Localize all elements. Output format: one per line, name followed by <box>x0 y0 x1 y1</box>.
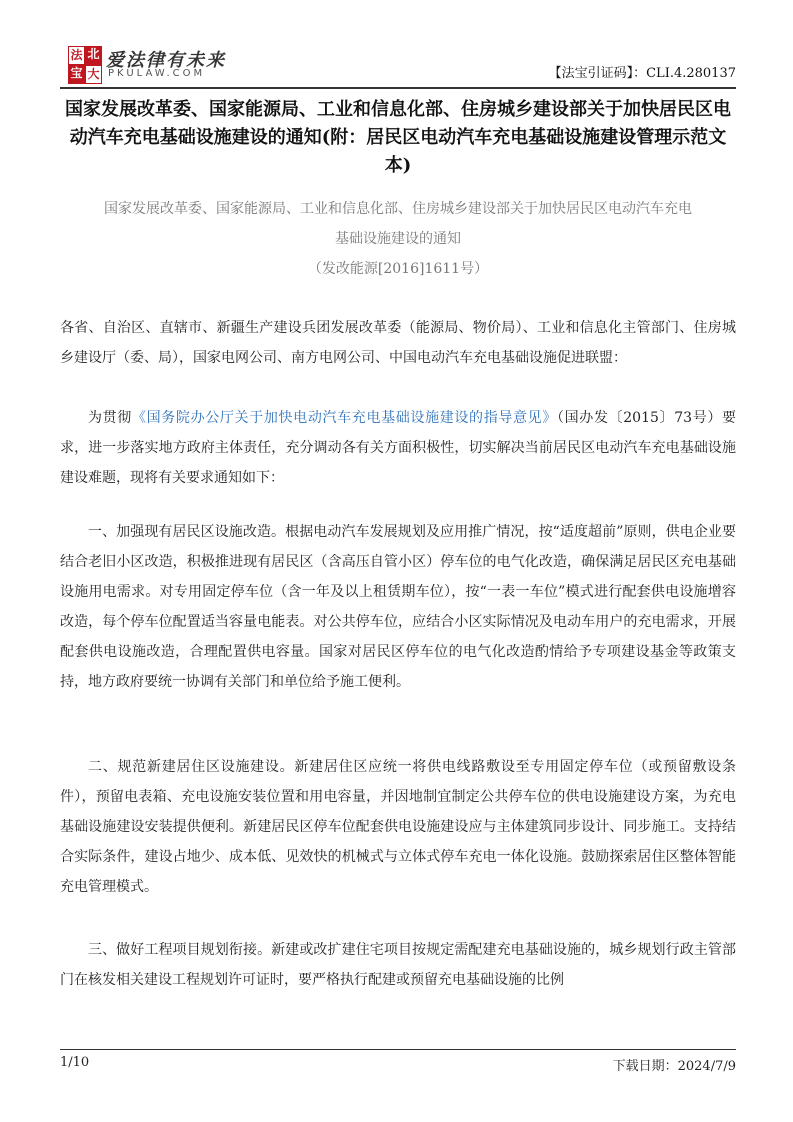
logo-char: 北 <box>85 46 102 65</box>
pkulaw-logo <box>68 46 102 80</box>
logo-char: 大 <box>85 65 102 84</box>
download-date: 下载日期：2024/7/9 <box>612 1059 736 1074</box>
citation-code: 【法宝引证码】：CLI.4.280137 <box>548 66 736 81</box>
subtitle-line: 基础设施建设的通知 <box>335 231 461 247</box>
logo-slogan: 爱法律有未来 <box>106 50 226 71</box>
logo-char: 法 <box>68 46 85 65</box>
section-paragraph: 三、做好工程项目规划衔接。新建或改扩建住宅项目按规定需配建充电基础设施的，城乡规划行政主管部门在核发相关建设工程规划许可证时，要严格执行配建或预留充电基础设施的比例 <box>60 942 736 988</box>
logo-url: PKULAW.COM <box>108 68 206 79</box>
page-number: 1/10 <box>60 1055 90 1070</box>
subtitle-line: 国家发展改革委、国家能源局、工业和信息化部、住房城乡建设部关于加快居民区电动汽车充电 <box>104 201 692 217</box>
policy-link[interactable]: 《国务院办公厅关于加快电动汽车充电基础设施建设的指导意见》 <box>131 410 557 426</box>
section-paragraph: 一、加强现有居民区设施改造。根据电动汽车发展规划及应用推广情况，按“适度超前”原则，供电企业要结合老旧小区改造，积极推进现有居民区（含高压自管小区）停车位的电气化改造，确保满足居民区充电基础设施用电需求。对专用固定停车位（含一年及以上租赁期车位），按“一表一车位”模式进行配套供电设施增容改造，每个停车位配置适当容量电能表。对公共停车位，应结合小区实际情况及电动车用户的充电需求，开展配套供电设施改造，合理配置供电容量。国家对居民区停车位的电气化改造酌情给予专项建设基金等政策支持，地方政府要统一协调有关部门和单位给予施工便利。 <box>60 524 736 690</box>
logo-char: 宝 <box>68 65 85 84</box>
document-header <box>60 44 736 86</box>
footer-divider <box>60 1049 736 1050</box>
intro-text: （国办发〔2015〕73号）要求，进一步落实地方政府主体责任，充分调动各有关方面积极性，切实解决当前居民区电动汽车充电基础设施建设难题，现将有关要求通知如下： <box>60 410 737 486</box>
section-paragraph: 二、规范新建居住区设施建设。新建居住区应统一将供电线路敷设至专用固定停车位（或预留敷设条件），预留电表箱、充电设施安装位置和用电容量，并因地制宜制定公共停车位的供电设施建设方案，为充电基础设施建设安装提供便利。新建居民区停车位配套供电设施建设应与主体建筑同步设计、同步施工。支持结合实际条件，建设占地少、成本低、见效快的机械式与立体式停车充电一体化设施。鼓励探索居住区整体智能充电管理模式。 <box>60 759 736 895</box>
addressees: 各省、自治区、直辖市、新疆生产建设兵团发展改革委（能源局、物价局）、工业和信息化主管部门、住房城乡建设厅（委、局），国家电网公司、南方电网公司、中国电动汽车充电基础设施促进联盟： <box>60 320 736 366</box>
document-number: （发改能源[2016]1611号） <box>307 261 489 277</box>
intro-text: 为贯彻 <box>88 410 132 426</box>
header-divider <box>60 87 736 89</box>
intro-paragraph <box>60 403 736 493</box>
document-title: 国家发展改革委、国家能源局、工业和信息化部、住房城乡建设部关于加快居民区电动汽车充电基础设施建设的通知(附：居民区电动汽车充电基础设施建设管理示范文本) <box>65 99 731 176</box>
